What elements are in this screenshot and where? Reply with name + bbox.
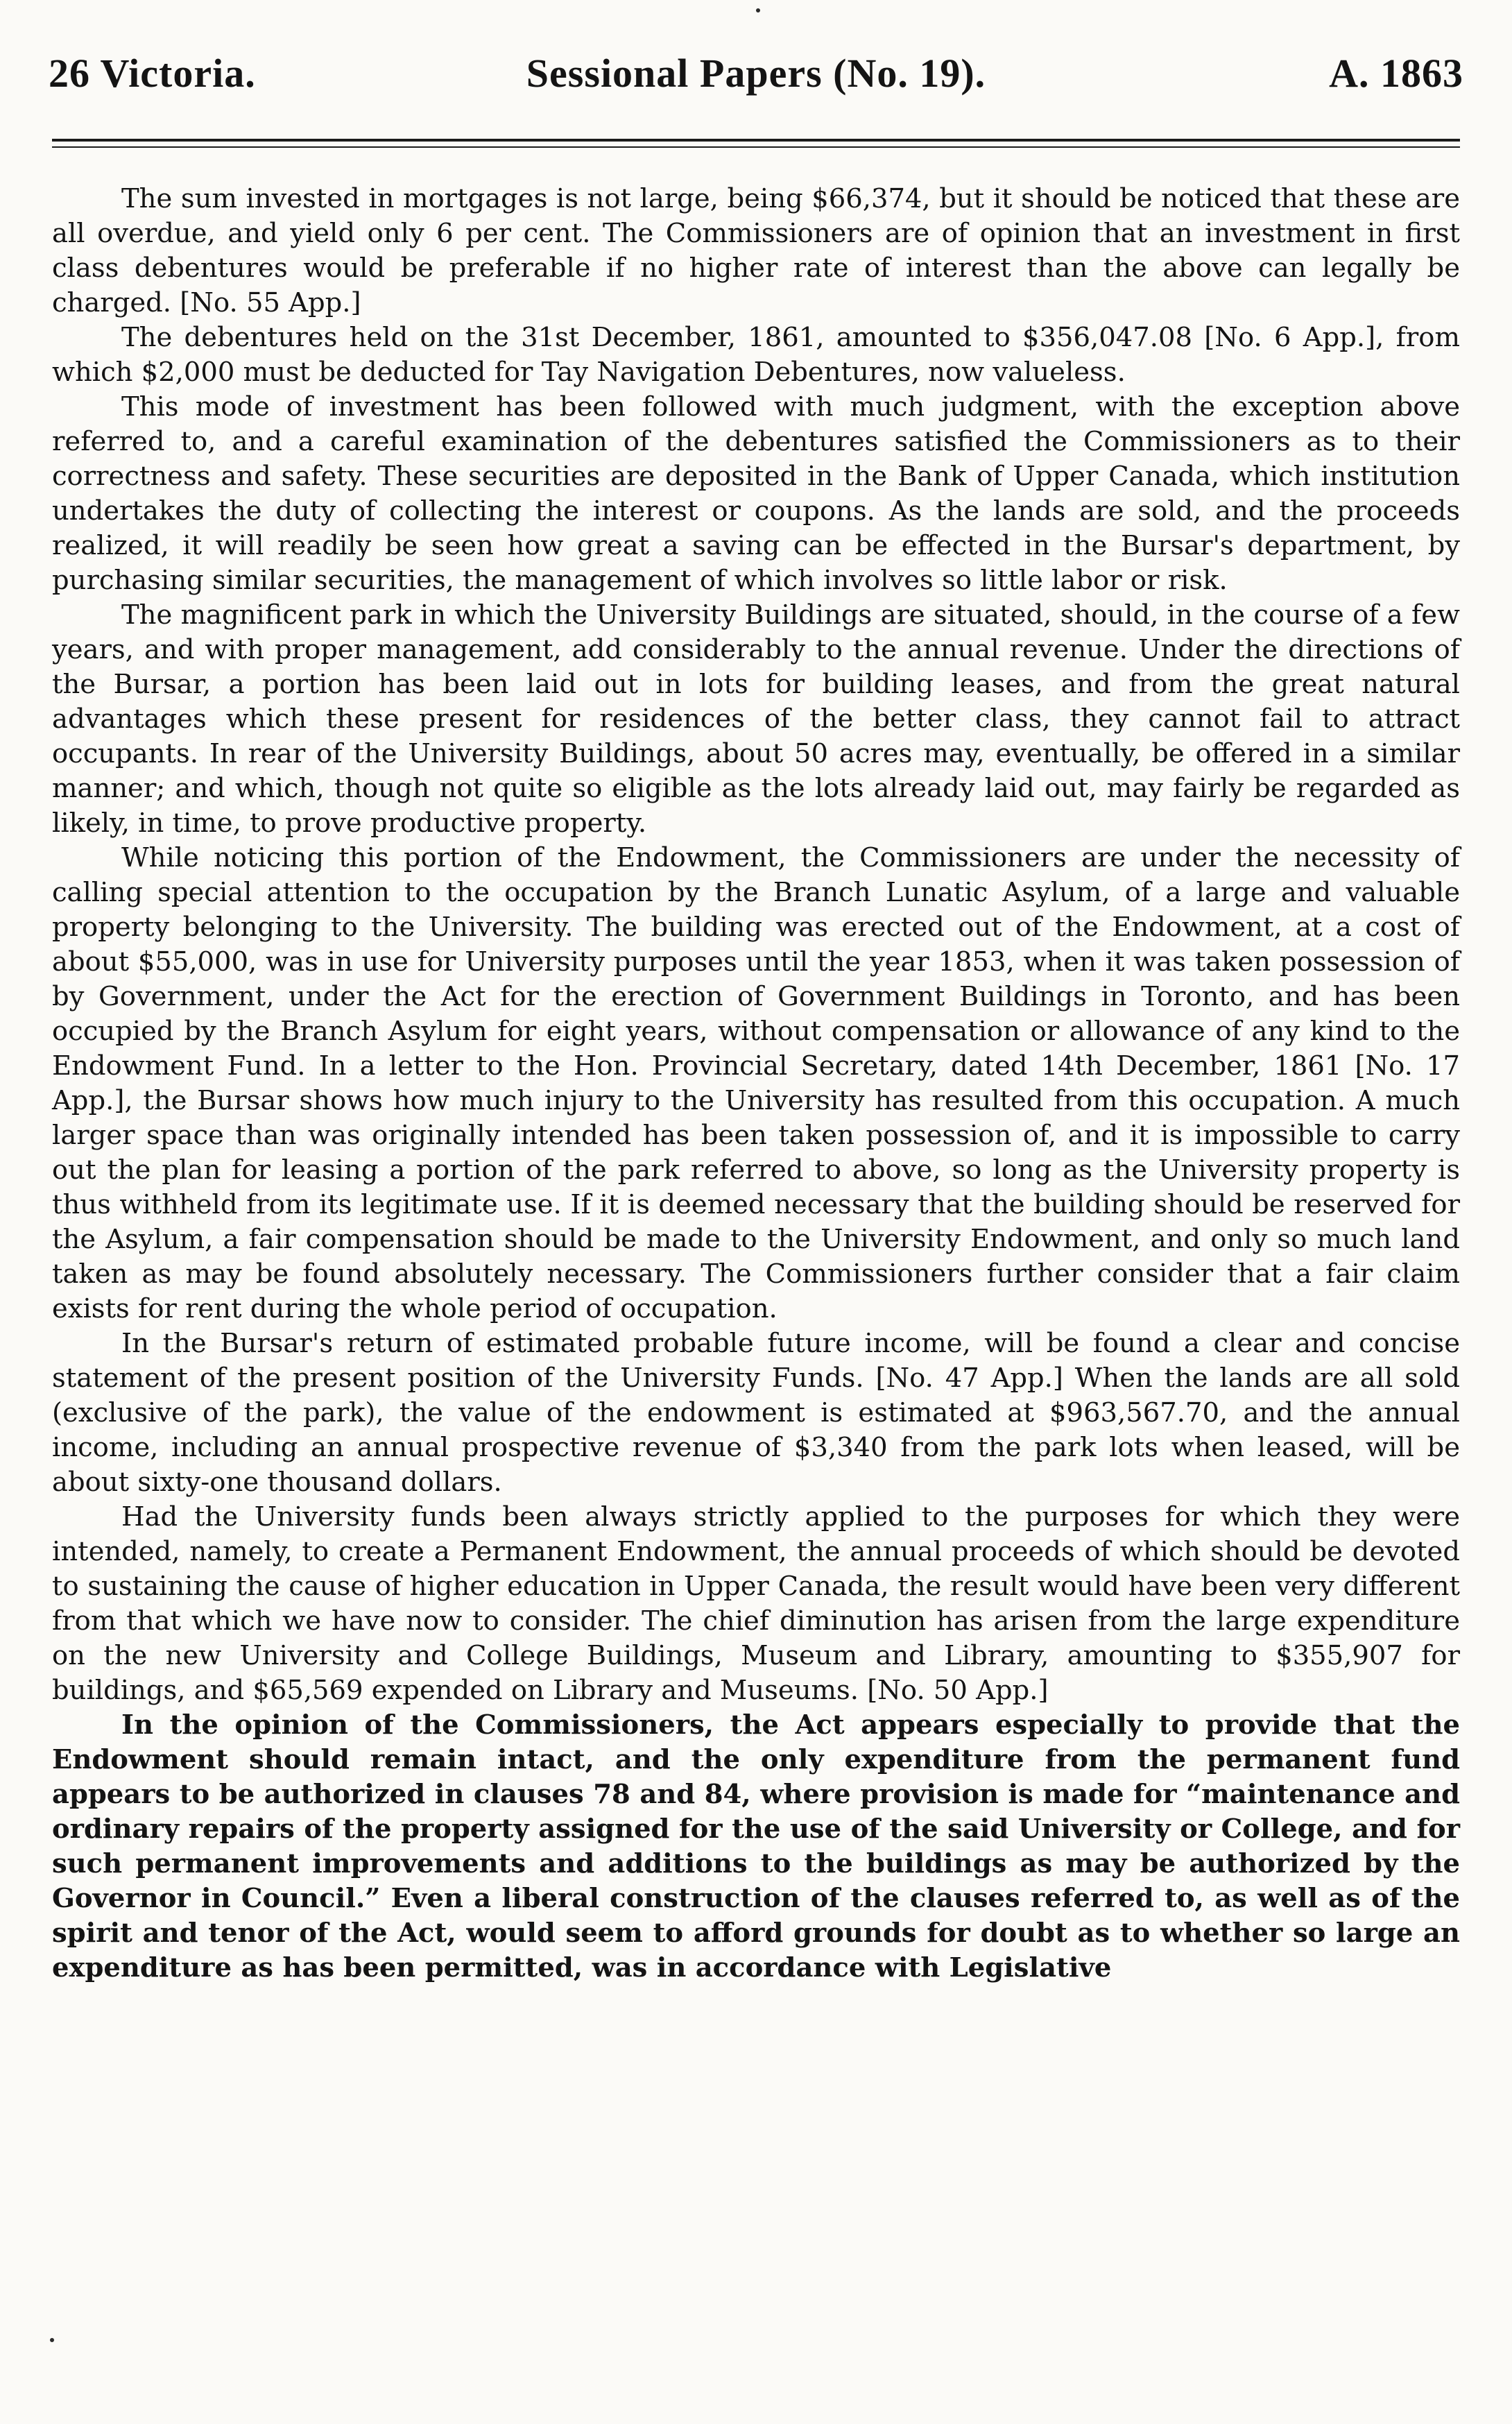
header-title: Sessional Papers (No. 19). [526, 51, 986, 96]
print-speck [50, 2338, 54, 2342]
paragraph-funds: Had the University funds been always strictly applied to the purposes for which they were intended, namely, to create a Permanent Endowment, the annual proceeds of which should be devoted to sustaining the cause of higher education in Upper Canada, the result would have been very different from that which we have now to consider. The chief diminution has arisen from the large expenditure on the new University and College Buildings, Museum and Library, amounting to $355,907 for buildings, and $65,569 expended on Library and Museums. [No. 50 App.] [52, 1501, 1460, 1706]
paragraph-debentures: The debentures held on the 31st December, 1861, amounted to $356,047.08 [No. 6 App.], from which $2,000 must be deducted for Tay Navigation Debentures, now valueless. [52, 322, 1460, 388]
header-volume: 26 Victoria. [49, 51, 256, 96]
header-rule-thin [52, 146, 1460, 148]
paragraph-investment-mode: This mode of investment has been followed with much judgment, with the exception above referred to, and a careful examination of the debentures satisfied the Commissioners as to their correctness and safety. These securities are deposited in the Bank of Upper Canada, which institution undertakes the duty of collecting the interest or coupons. As the lands are sold, and the proceeds realized, it will readily be seen how great a saving can be effected in the Bursar's department, by purchasing similar securities, the management of which involves so little labor or risk. [52, 391, 1460, 596]
body-text [52, 182, 1460, 1986]
header-rule-thick [52, 139, 1460, 142]
paragraph-park: The magnificent park in which the University Buildings are situated, should, in the course of a few years, and with proper management, add considerably to the annual revenue. Under the directions of the Bursar, a portion has been laid out in lots for building leases, and from the great natural advantages which these present for residences of the better class, they cannot fail to attract occupants. In rear of the University Buildings, about 50 acres may, eventually, be offered in a similar manner; and which, though not quite so eligible as the lots already laid out, may fairly be regarded as likely, in time, to prove productive property. [52, 599, 1460, 839]
paragraph-income: In the Bursar's return of estimated probable future income, will be found a clear and concise statement of the present position of the University Funds. [No. 47 App.] When the lands are all sold (exclusive of the park), the value of the endowment is estimated at $963,567.70, and the annual income, including an annual prospective revenue of $3,340 from the park lots when leased, will be about sixty-one thousand dollars. [52, 1328, 1460, 1498]
paragraph-asylum: While noticing this portion of the Endowment, the Commissioners are under the necessity of calling special attention to the occupation by the Branch Lunatic Asylum, of a large and valuable property belonging to the University. The building was erected out of the Endowment, at a cost of about $55,000, was in use for University purposes until the year 1853, when it was taken possession of by Government, under the Act for the erection of Government Buildings in Toronto, and has been occupied by the Branch Asylum for eight years, without compensation or allowance of any kind to the Endowment Fund. In a letter to the Hon. Provincial Secretary, dated 14th December, 1861 [No. 17 App.], the Bursar shows how much injury to the University has resulted from this occupation. A much larger space than was originally intended has been taken possession of, and it is impossible to carry out the plan for leasing a portion of the park referred to above, so long as the University property is thus withheld from its legitimate use. If it is deemed necessary that the building should be reserved for the Asylum, a fair compensation should be made to the University Endowment, and only so much land taken as may be found absolutely necessary. The Commissioners further consider that a fair claim exists for rent during the whole period of occupation. [52, 842, 1460, 1324]
page-header [49, 50, 1463, 112]
paragraph-act-opinion: In the opinion of the Commissioners, the Act appears especially to provide that the Endowment should remain intact, and the only expenditure from the permanent fund appears to be authorized in clauses 78 and 84, where provision is made for “maintenance and ordinary repairs of the property assigned for the use of the said University or College, and for such permanent improvements and additions to the buildings as may be authorized by the Governor in Council.” Even a liberal construction of the clauses referred to, as well as of the spirit and tenor of the Act, would seem to afford grounds for doubt as to whether so large an expenditure as has been permitted, was in accordance with Legislative [52, 1709, 1460, 1983]
header-year: A. 1863 [1329, 51, 1463, 96]
print-speck [756, 8, 760, 12]
paragraph-mortgages: The sum invested in mortgages is not large, being $66,374, but it should be noticed that these are all overdue, and yield only 6 per cent. The Commissioners are of opinion that an investment in first class debentures would be preferable if no higher rate of interest than the above can legally be charged. [No. 55 App.] [52, 183, 1460, 318]
